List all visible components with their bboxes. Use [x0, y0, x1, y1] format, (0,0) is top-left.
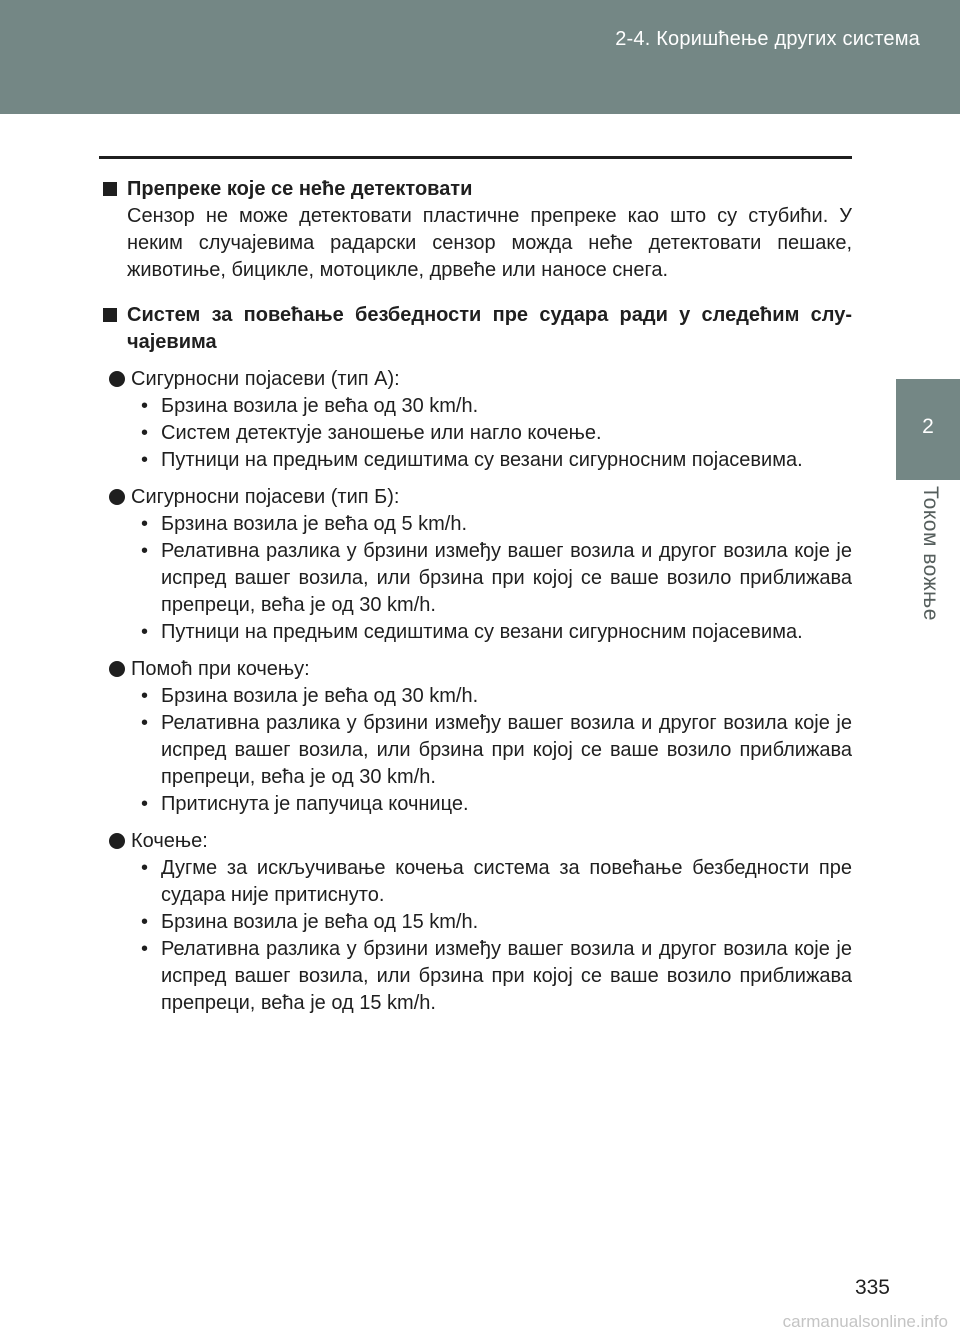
chapter-tab: [896, 379, 960, 480]
condition-group: [107, 656, 852, 818]
list-item: • Брзина возила је већа од 30 km/h.: [107, 683, 852, 710]
bullet-dot-icon: •: [141, 857, 149, 879]
group-heading: Сигурносни појасеви (тип Б):: [107, 484, 852, 511]
chapter-label: Током вожње: [919, 486, 942, 621]
list-item: • Релативна разлика у брзини између вашег возила и другог возила које је испред вашег возила, или брзина при којој се ваше возило приближава препреци, већа је од 15 km/h.: [141, 938, 852, 1014]
bullet-dot-icon: •: [141, 513, 149, 535]
condition-groups: [99, 366, 852, 1017]
bullet-dot-icon: •: [141, 621, 149, 643]
bullet-dot-icon: •: [141, 911, 149, 933]
list-item: • Дугме за искључивање кочења система за повећање безбедности пре судара није притиснуто.: [141, 857, 852, 906]
list-item: • Брзина возила је већа од 30 km/h.: [107, 393, 852, 420]
round-bullet-icon: [109, 371, 125, 387]
list-item: • Брзина возила је већа од 15 km/h.: [107, 909, 852, 936]
condition-group: [107, 366, 852, 474]
list-item: • Путници на предњим седиштима су везани сигурносним појасевима.: [107, 447, 852, 474]
section-heading: Систем за повећање безбедности пре судара ради у следећим слу-чајевима: [99, 302, 852, 356]
bullet-dot-icon: •: [141, 712, 149, 734]
bullet-dot-icon: •: [141, 449, 149, 471]
condition-group: [107, 828, 852, 1017]
bullet-dot-icon: •: [141, 685, 149, 707]
list-item: • Систем детектује заношење или нагло кочење.: [107, 420, 852, 447]
section-divider: [99, 156, 852, 159]
section-pre-collision-conditions: [99, 302, 852, 1017]
round-bullet-icon: [109, 833, 125, 849]
round-bullet-icon: [109, 661, 125, 677]
bullet-dot-icon: •: [141, 540, 149, 562]
section-undetected-obstacles: [99, 176, 852, 284]
section-heading: Препреке које се неће детектовати: [99, 176, 852, 203]
list-item: • Релативна разлика у брзини између вашег возила и другог возила које је испред вашег возила, или брзина при којој се ваше возило приближава препреци, већа је од 30 km/h.: [141, 540, 852, 616]
group-heading: Сигурносни појасеви (тип A):: [107, 366, 852, 393]
list-item: • Релативна разлика у брзини између вашег возила и другог возила које је испред вашег возила, или брзина при којој се ваше возило приближава препреци, већа је од 30 km/h.: [141, 712, 852, 788]
square-bullet-icon: [103, 182, 117, 196]
page-content: [99, 176, 852, 1035]
group-heading: Кочење:: [107, 828, 852, 855]
chapter-number: 2: [922, 415, 934, 438]
condition-group: [107, 484, 852, 646]
bullet-dot-icon: •: [141, 395, 149, 417]
list-item: • Путници на предњим седиштима су везани сигурносним појасевима.: [107, 619, 852, 646]
square-bullet-icon: [103, 308, 117, 322]
bullet-dot-icon: •: [141, 793, 149, 815]
list-item: • Брзина возила је већа од 5 km/h.: [107, 511, 852, 538]
chapter-title: 2-4. Коришћење других система: [615, 28, 920, 50]
bullet-dot-icon: •: [141, 422, 149, 444]
page-number: 335: [854, 1276, 890, 1299]
group-heading: Помоћ при кочењу:: [107, 656, 852, 683]
page-header: [0, 0, 960, 114]
bullet-dot-icon: •: [141, 938, 149, 960]
round-bullet-icon: [109, 489, 125, 505]
watermark: carmanualsonline.info: [782, 1312, 948, 1331]
section-paragraph: Сензор не може детектовати пластичне препреке као што су стубићи. У неким случајевима радарски сензор можда неће детектовати пешаке, животиње, бицикле, мотоцикле, дрвеће или наносе снега.: [127, 205, 852, 281]
list-item: • Притиснута је папучица кочнице.: [107, 791, 852, 818]
